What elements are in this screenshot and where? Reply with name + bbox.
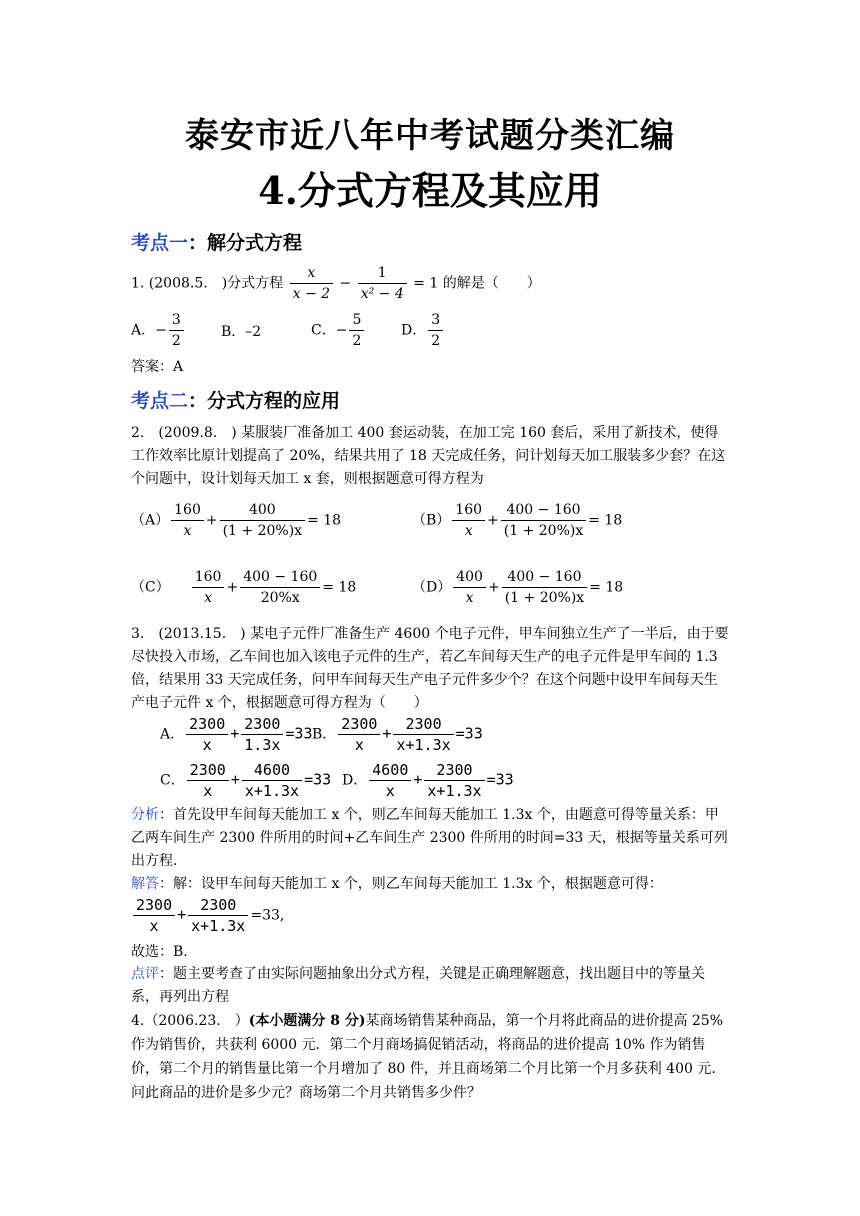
q1-option-c: C．− $\frac{5}{2}$ (311, 310, 366, 351)
q3-option-a: A． $\frac{2300}{x}$ + $\frac{2300}{1.3x}$ =33 (160, 715, 313, 754)
section-2-name: 分式方程的应用 (207, 390, 341, 412)
analysis-label: 分析 (131, 807, 159, 823)
q3-analysis: 分析：首先设甲车间每天能加工 x 个，则乙车间每天能加工 1.3x 个，由题意可得等量关系：甲乙两车间生产 2300 件所用的时间+乙车间生产 2300 件所用的时间=33 天，根据等量关系可列出方程. (131, 807, 728, 869)
document-subtitle: 4.分式方程及其应用 (258, 168, 602, 213)
section-2-label: 考点二 (131, 390, 189, 412)
section-1-heading: 考点一：解分式方程 (131, 232, 303, 254)
q1-option-b: B．–2 (221, 324, 262, 340)
q3-solution: 解答：解：设甲车间每天能加工 x 个，则乙车间每天能加工 1.3x 个，根据题意可得： (131, 876, 663, 892)
fraction: $\frac{1}{\text{x² − 4}}$ (358, 263, 407, 304)
fraction: $\frac{x}{x - 2}$ (290, 263, 333, 304)
section-1-name: 解分式方程 (207, 232, 303, 254)
comment-label: 点评 (131, 966, 159, 982)
q2-option-b: （B） $\frac{160}{x}$ + $\frac{400 - 160}{(1 + 20\%)x}$ = 18 (412, 502, 623, 539)
q3-solution-equation: $\frac{2300}{x}$ + $\frac{2300}{x+1.3x}$ =33, (131, 895, 284, 936)
q2-option-d: （D） $\frac{400}{x}$ + $\frac{400 - 160}{(1 + 20\%)x}$ = 18 (412, 569, 624, 606)
section-2-heading: 考点二：分式方程的应用 (131, 390, 341, 412)
q3-option-d: D． $\frac{4600}{x}$ + $\frac{2300}{x+1.3x}$ =33 (342, 761, 514, 800)
section-1-label: 考点一 (131, 232, 189, 254)
question-3-text: 3. (2013.15. ) 某电子元件厂准备生产 4600 个电子元件，甲车间独立生产了一半后，由于要尽快投入市场，乙车间也加入该电子元件的生产，若乙车间每天生产的电子元件是甲车间的 1.3 倍，结果用 33 天完成任务，问甲车间每天生产电子元件多少个？在这个问题中设甲车间每天生产电子元件 x 个，根据题意可得方程为（ ） (131, 626, 729, 711)
question-4: 4.（2006.23. ）(本小题满分 8 分)某商场销售某种商品，第一个月将此商品的进价提高 25% 作为销售价，共获利 6000 元．第二个月商场搞促销活动，将商品的进价提高 10% 作为销售价，第二个月的销售量比第一个月增加了 80 件，并且商场第二个月比第一个月多获利 400 元．问此商品的进价是多少元？商场第二个月共销售多少件？ (131, 1013, 726, 1101)
q3-option-b: B． $\frac{2300}{x}$ + $\frac{2300}{x+1.3x}$ =33 (312, 715, 483, 754)
solution-label: 解答 (131, 876, 159, 892)
q1-option-d: D． $\frac{3}{2}$ (401, 310, 445, 351)
q2-option-c: （C） $\frac{160}{x}$ + $\frac{400 - 160}{20\%x}$ = 18 (131, 569, 357, 606)
q1-option-a: A．− $\frac{3}{2}$ (131, 310, 186, 351)
question-1: 1. (2008.5. )分式方程 $\frac{x}{x - 2}$ − $\frac{1}{\text{x² − 4}}$ = 1 的解是（ ） (131, 265, 541, 302)
q3-comment: 点评：题主要考查了由实际问题抽象出分式方程，关键是正确理解题意，找出题目中的等量关系，再列出方程 (131, 966, 705, 1005)
q3-option-c: C． $\frac{2300}{x}$ + $\frac{4600}{x+1.3x}$ =33 (160, 761, 332, 800)
question-2-text: 2. (2009.8. ) 某服装厂准备加工 400 套运动装，在加工完 160 套后，采用了新技术，使得工作效率比原计划提高了 20%，结果共用了 18 天完成任务，问计划每天加工服装多少套？在这个问题中，设计划每天加工 x 套，则根据题意可得方程为 (131, 425, 726, 487)
q2-option-a: （A） $\frac{160}{x}$ + $\frac{400}{(1 + 20\%)x}$ = 18 (131, 502, 342, 539)
q1-answer: 答案：A (131, 359, 184, 375)
document-title: 泰安市近八年中考试题分类汇编 (185, 116, 675, 156)
q3-choice: 故选：B. (131, 944, 188, 960)
